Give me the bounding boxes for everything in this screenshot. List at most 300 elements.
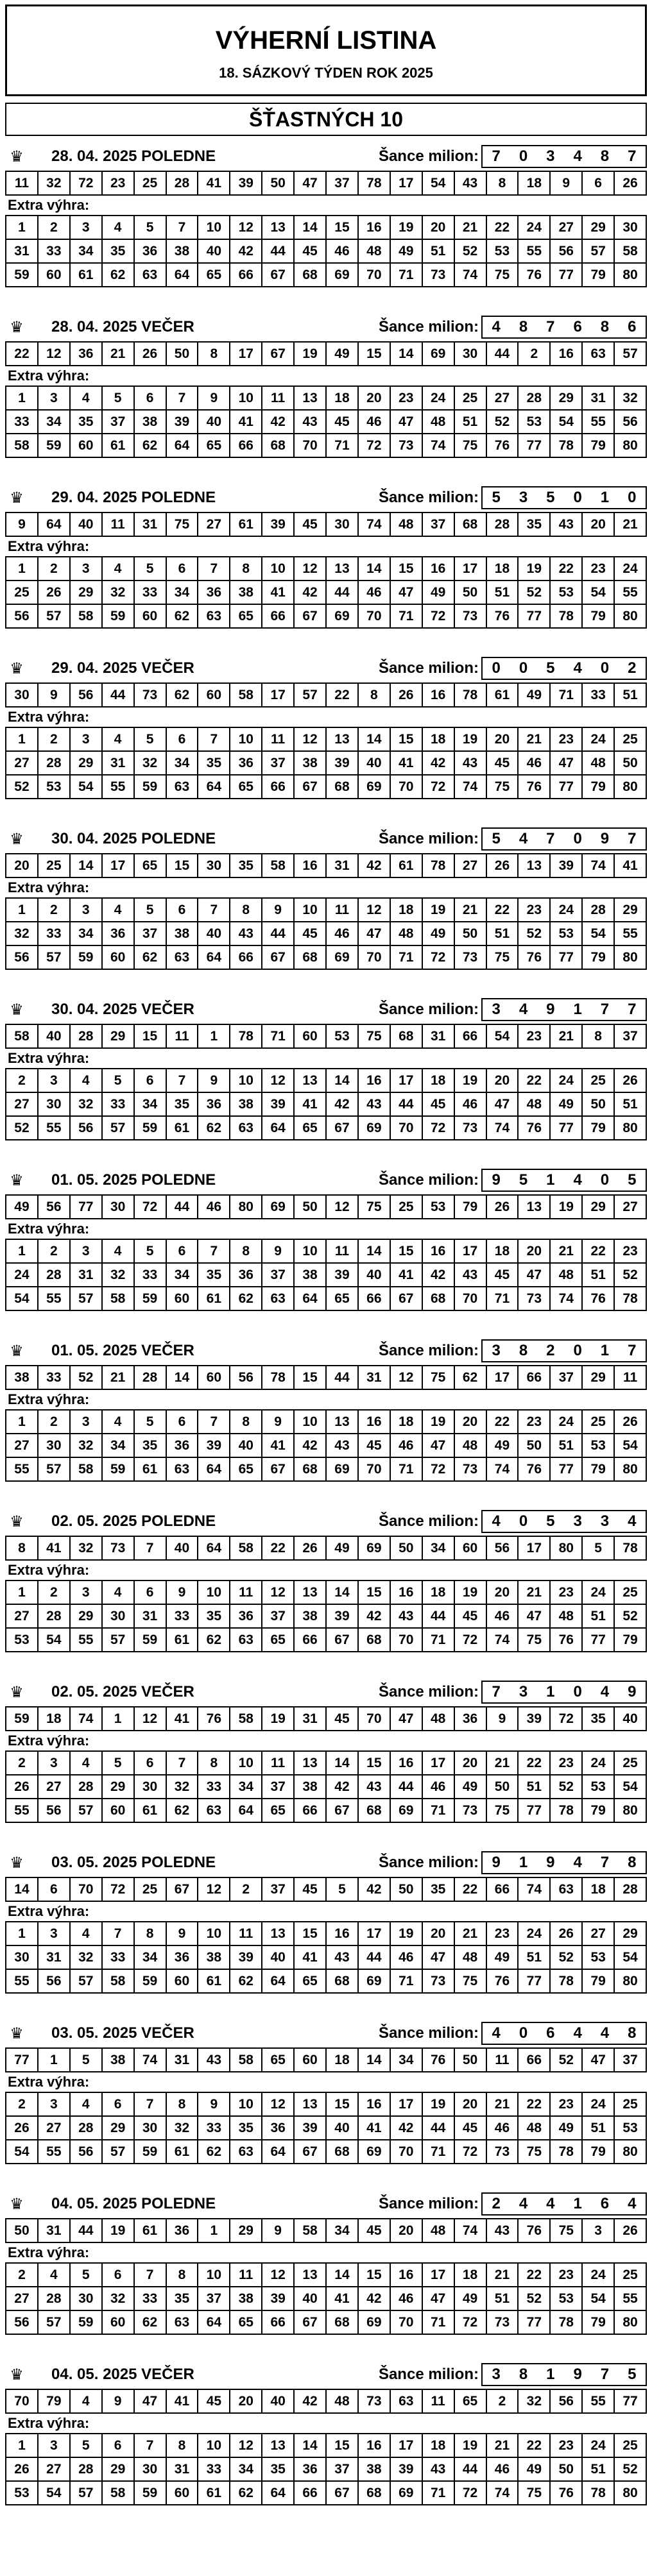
extra-number: 79 — [583, 1117, 615, 1140]
draw-section — [5, 483, 647, 629]
sance-digit: 1 — [600, 1341, 610, 1359]
extra-numbers-grid — [5, 1921, 647, 1994]
drawn-number: 73 — [359, 2390, 391, 2414]
extra-number: 69 — [391, 1799, 423, 1823]
extra-numbers-grid — [5, 1409, 647, 1482]
extra-number: 71 — [391, 605, 423, 629]
extra-vyhra-label: Extra výhra: — [8, 709, 90, 725]
extra-number: 33 — [103, 1093, 135, 1117]
extra-number: 47 — [487, 1093, 519, 1117]
extra-number: 41 — [391, 752, 423, 775]
extra-number: 64 — [198, 946, 230, 970]
drawn-number: 30 — [103, 1196, 135, 1219]
extra-number: 65 — [230, 1458, 262, 1482]
extra-number: 25 — [615, 1752, 647, 1775]
drawn-number: 43 — [551, 513, 583, 537]
extra-number: 6 — [135, 387, 167, 411]
drawn-number: 75 — [551, 2219, 583, 2243]
extra-number: 72 — [455, 2482, 487, 2505]
extra-number: 8 — [167, 2093, 199, 2117]
extra-number: 25 — [615, 2264, 647, 2287]
extra-number: 42 — [423, 752, 455, 775]
extra-number: 16 — [359, 2434, 391, 2458]
extra-number: 2 — [39, 728, 71, 752]
extra-number: 16 — [391, 1581, 423, 1605]
extra-number: 48 — [455, 1434, 487, 1458]
extra-number: 65 — [230, 605, 262, 629]
extra-number: 14 — [327, 1752, 359, 1775]
drawn-number: 14 — [6, 1878, 39, 1902]
extra-number: 35 — [198, 1264, 230, 1287]
drawn-number: 11 — [487, 2049, 519, 2072]
extra-number: 58 — [103, 1287, 135, 1311]
drawn-number: 63 — [583, 343, 615, 366]
sance-digit: 0 — [519, 1512, 528, 1530]
extra-number: 55 — [615, 2287, 647, 2311]
drawn-number: 25 — [391, 1196, 423, 1219]
extra-number: 26 — [6, 2117, 39, 2140]
extra-number: 74 — [455, 264, 487, 287]
drawn-number: 50 — [455, 2049, 487, 2072]
sance-digit: 0 — [600, 1171, 610, 1189]
extra-number: 18 — [423, 728, 455, 752]
extra-number: 24 — [583, 1581, 615, 1605]
crown-icon: ♛ — [10, 1682, 24, 1701]
drawn-number: 14 — [71, 854, 103, 878]
extra-numbers-grid — [5, 1239, 647, 1311]
extra-number: 13 — [327, 728, 359, 752]
extra-number: 31 — [6, 240, 39, 264]
extra-number: 47 — [423, 1946, 455, 1970]
drawn-number: 43 — [455, 172, 487, 196]
extra-number: 79 — [583, 264, 615, 287]
extra-number: 13 — [295, 1581, 327, 1605]
drawn-number: 29 — [230, 2219, 262, 2243]
extra-number: 49 — [487, 1434, 519, 1458]
extra-vyhra-label: Extra výhra: — [8, 2244, 90, 2260]
extra-number: 34 — [230, 1775, 262, 1799]
extra-number: 11 — [327, 899, 359, 922]
drawn-number: 66 — [455, 1025, 487, 1049]
extra-number: 35 — [103, 240, 135, 264]
extra-number: 13 — [295, 2093, 327, 2117]
extra-number: 46 — [487, 1605, 519, 1629]
extra-number: 51 — [583, 1605, 615, 1629]
extra-number: 18 — [391, 1411, 423, 1434]
drawn-number: 28 — [487, 513, 519, 537]
extra-number: 58 — [615, 240, 647, 264]
drawn-number: 69 — [423, 343, 455, 366]
drawn-number: 44 — [327, 1366, 359, 1390]
extra-number: 76 — [519, 264, 551, 287]
sance-milion-label: Šance milion: — [378, 659, 479, 677]
sance-milion-label: Šance milion: — [378, 2365, 479, 2383]
extra-number: 65 — [262, 1629, 295, 1652]
extra-number: 12 — [262, 1581, 295, 1605]
crown-icon: ♛ — [10, 1512, 24, 1530]
extra-vyhra-label: Extra výhra: — [8, 1391, 90, 1407]
extra-number: 29 — [551, 387, 583, 411]
extra-vyhra-label: Extra výhra: — [8, 1221, 90, 1237]
extra-number: 26 — [6, 1775, 39, 1799]
extra-number: 49 — [487, 1946, 519, 1970]
extra-number: 64 — [262, 1117, 295, 1140]
drawn-number: 32 — [71, 1537, 103, 1561]
drawn-number: 12 — [135, 1707, 167, 1731]
extra-number: 41 — [391, 1264, 423, 1287]
extra-number: 62 — [230, 1970, 262, 1994]
extra-number: 41 — [295, 1946, 327, 1970]
extra-number: 10 — [198, 1922, 230, 1946]
extra-number: 63 — [167, 946, 199, 970]
draw-header — [5, 1848, 647, 1877]
extra-number: 24 — [583, 728, 615, 752]
extra-number: 1 — [6, 1240, 39, 1264]
extra-number: 80 — [615, 1799, 647, 1823]
sance-milion-label: Šance milion: — [378, 2194, 479, 2212]
extra-number: 64 — [198, 1458, 230, 1482]
extra-number: 23 — [551, 2093, 583, 2117]
extra-number: 57 — [39, 605, 71, 629]
extra-number: 58 — [6, 434, 39, 458]
extra-number: 54 — [583, 581, 615, 605]
extra-number: 14 — [359, 728, 391, 752]
extra-number: 59 — [135, 1970, 167, 1994]
extra-number: 78 — [583, 2482, 615, 2505]
sance-digit: 7 — [628, 147, 637, 165]
sance-digit: 1 — [600, 488, 610, 506]
extra-number: 74 — [487, 1117, 519, 1140]
extra-number: 43 — [359, 1093, 391, 1117]
extra-number: 38 — [230, 1093, 262, 1117]
sance-milion-number — [481, 2022, 647, 2045]
sance-digit: 0 — [573, 829, 582, 847]
drawn-number: 74 — [71, 1707, 103, 1731]
drawn-number: 64 — [39, 513, 71, 537]
drawn-number: 80 — [551, 1537, 583, 1561]
drawn-number: 17 — [262, 684, 295, 708]
extra-number: 68 — [359, 2482, 391, 2505]
extra-number: 66 — [262, 775, 295, 799]
extra-number: 4 — [103, 899, 135, 922]
drawn-numbers-grid — [5, 1024, 647, 1049]
extra-number: 1 — [6, 1581, 39, 1605]
extra-number: 33 — [198, 2458, 230, 2482]
extra-number: 48 — [519, 2117, 551, 2140]
extra-number: 46 — [423, 1775, 455, 1799]
drawn-number: 20 — [6, 854, 39, 878]
extra-number: 48 — [551, 1264, 583, 1287]
extra-number: 65 — [198, 264, 230, 287]
sance-digit: 8 — [519, 2365, 528, 2383]
extra-number: 21 — [487, 2264, 519, 2287]
drawn-number: 74 — [135, 2049, 167, 2072]
sance-digit: 0 — [573, 1341, 582, 1359]
extra-number: 50 — [615, 752, 647, 775]
extra-number: 17 — [391, 2093, 423, 2117]
sance-digit: 3 — [492, 1341, 501, 1359]
extra-number: 27 — [6, 1434, 39, 1458]
extra-number: 46 — [487, 2458, 519, 2482]
extra-number: 63 — [167, 775, 199, 799]
extra-number: 46 — [359, 411, 391, 434]
drawn-number: 35 — [519, 513, 551, 537]
drawn-number: 58 — [230, 1537, 262, 1561]
extra-number: 2 — [6, 2264, 39, 2287]
sance-milion-number — [481, 2192, 647, 2216]
sance-digit: 8 — [600, 147, 610, 165]
extra-number: 79 — [583, 605, 615, 629]
extra-number: 69 — [327, 264, 359, 287]
extra-number: 69 — [359, 2140, 391, 2164]
extra-number: 80 — [615, 946, 647, 970]
extra-number: 68 — [262, 434, 295, 458]
extra-number: 59 — [39, 434, 71, 458]
extra-number: 39 — [327, 1605, 359, 1629]
extra-number: 18 — [487, 1240, 519, 1264]
sance-digit: 8 — [519, 1341, 528, 1359]
extra-number: 3 — [39, 1069, 71, 1093]
extra-number: 8 — [230, 899, 262, 922]
extra-number: 36 — [103, 922, 135, 946]
drawn-number: 45 — [359, 2219, 391, 2243]
extra-number: 42 — [327, 1775, 359, 1799]
drawn-number: 35 — [423, 1878, 455, 1902]
extra-number: 41 — [262, 1434, 295, 1458]
drawn-number: 45 — [327, 1707, 359, 1731]
extra-number: 59 — [135, 1117, 167, 1140]
drawn-number: 30 — [327, 513, 359, 537]
extra-number: 6 — [135, 1069, 167, 1093]
drawn-number: 29 — [583, 1196, 615, 1219]
draw-header — [5, 1507, 647, 1536]
extra-number: 33 — [198, 1775, 230, 1799]
extra-number: 51 — [551, 1434, 583, 1458]
drawn-number: 76 — [423, 2049, 455, 2072]
extra-number: 14 — [327, 1581, 359, 1605]
sance-digit: 0 — [573, 1682, 582, 1700]
extra-number: 77 — [519, 605, 551, 629]
sance-digit: 7 — [600, 1000, 610, 1018]
extra-number: 15 — [327, 2434, 359, 2458]
drawn-number: 20 — [391, 2219, 423, 2243]
extra-number: 30 — [39, 1434, 71, 1458]
sance-digit: 0 — [519, 659, 528, 677]
extra-number: 9 — [262, 1411, 295, 1434]
extra-number: 51 — [519, 1946, 551, 1970]
draw-header — [5, 142, 647, 171]
extra-number: 57 — [71, 1799, 103, 1823]
extra-number: 71 — [327, 434, 359, 458]
extra-number: 22 — [519, 1069, 551, 1093]
drawn-number: 50 — [262, 172, 295, 196]
extra-number: 76 — [551, 2482, 583, 2505]
extra-number: 57 — [39, 2311, 71, 2335]
extra-number: 56 — [6, 946, 39, 970]
drawn-number: 21 — [551, 1025, 583, 1049]
extra-number: 18 — [423, 1581, 455, 1605]
drawn-number: 39 — [230, 172, 262, 196]
extra-number: 31 — [103, 752, 135, 775]
extra-number: 61 — [135, 1799, 167, 1823]
sance-digit: 9 — [628, 1682, 637, 1700]
extra-vyhra-label: Extra výhra: — [8, 197, 90, 213]
extra-number: 65 — [198, 434, 230, 458]
drawn-number: 68 — [391, 1025, 423, 1049]
extra-number: 63 — [198, 605, 230, 629]
drawn-number: 50 — [295, 1196, 327, 1219]
extra-number: 29 — [71, 752, 103, 775]
drawn-number: 68 — [455, 513, 487, 537]
sance-digit: 2 — [492, 2194, 501, 2212]
extra-number: 20 — [423, 216, 455, 240]
drawn-number: 56 — [71, 684, 103, 708]
drawn-number: 56 — [39, 1196, 71, 1219]
extra-number: 74 — [423, 434, 455, 458]
extra-number: 57 — [39, 946, 71, 970]
extra-numbers-grid — [5, 2092, 647, 2164]
drawn-number: 49 — [327, 343, 359, 366]
extra-number: 6 — [103, 2264, 135, 2287]
extra-number: 44 — [327, 581, 359, 605]
drawn-numbers-grid — [5, 2389, 647, 2414]
extra-number: 71 — [423, 2311, 455, 2335]
drawn-number: 12 — [327, 1196, 359, 1219]
drawn-number: 26 — [135, 343, 167, 366]
extra-number: 53 — [615, 2117, 647, 2140]
drawn-number: 72 — [103, 1878, 135, 1902]
drawn-number: 73 — [103, 1537, 135, 1561]
drawn-number: 19 — [551, 1196, 583, 1219]
extra-number: 5 — [135, 557, 167, 581]
extra-number: 72 — [455, 2311, 487, 2335]
extra-number: 3 — [71, 216, 103, 240]
sance-milion-number — [481, 1851, 647, 1874]
drawn-number: 52 — [71, 1366, 103, 1390]
extra-number: 36 — [262, 2117, 295, 2140]
extra-number: 24 — [519, 216, 551, 240]
extra-number: 56 — [551, 240, 583, 264]
extra-number: 77 — [551, 264, 583, 287]
extra-number: 60 — [71, 434, 103, 458]
extra-number: 57 — [71, 1287, 103, 1311]
extra-number: 10 — [230, 728, 262, 752]
extra-number: 27 — [6, 1605, 39, 1629]
extra-number: 55 — [103, 775, 135, 799]
extra-number: 34 — [167, 752, 199, 775]
extra-number: 37 — [262, 1605, 295, 1629]
extra-number: 53 — [6, 2482, 39, 2505]
extra-number: 56 — [6, 605, 39, 629]
extra-number: 25 — [615, 1581, 647, 1605]
drawn-number: 72 — [71, 172, 103, 196]
extra-number: 34 — [167, 1264, 199, 1287]
extra-number: 73 — [455, 1117, 487, 1140]
extra-number: 69 — [359, 775, 391, 799]
drawn-number: 78 — [455, 684, 487, 708]
extra-number: 61 — [167, 1117, 199, 1140]
draw-title: 01. 05. 2025 VEČER — [51, 1341, 194, 1359]
extra-number: 65 — [295, 1970, 327, 1994]
drawn-number: 61 — [135, 2219, 167, 2243]
extra-number: 73 — [455, 946, 487, 970]
draw-header — [5, 312, 647, 341]
extra-number: 52 — [519, 581, 551, 605]
extra-number: 23 — [391, 387, 423, 411]
extra-number: 71 — [423, 2482, 455, 2505]
extra-number: 51 — [487, 581, 519, 605]
extra-number: 40 — [359, 1264, 391, 1287]
extra-number: 17 — [455, 1240, 487, 1264]
extra-number: 80 — [615, 775, 647, 799]
sance-digit: 0 — [600, 659, 610, 677]
extra-number: 12 — [295, 728, 327, 752]
extra-number: 15 — [359, 1581, 391, 1605]
extra-number: 79 — [583, 1970, 615, 1994]
extra-number: 24 — [519, 1922, 551, 1946]
extra-number: 21 — [551, 1240, 583, 1264]
extra-number: 80 — [615, 2311, 647, 2335]
sance-milion-label: Šance milion: — [378, 1000, 479, 1018]
extra-number: 67 — [262, 264, 295, 287]
extra-number: 70 — [359, 946, 391, 970]
draw-section — [5, 2360, 647, 2505]
extra-number: 73 — [487, 2311, 519, 2335]
extra-number: 60 — [103, 946, 135, 970]
sance-digit: 5 — [546, 488, 555, 506]
extra-number: 36 — [198, 581, 230, 605]
extra-number: 78 — [551, 434, 583, 458]
extra-number: 38 — [198, 1946, 230, 1970]
extra-number: 79 — [583, 1799, 615, 1823]
extra-number: 5 — [71, 2264, 103, 2287]
extra-number: 68 — [359, 1629, 391, 1652]
drawn-number: 2 — [519, 343, 551, 366]
extra-numbers-grid — [5, 897, 647, 970]
extra-number: 60 — [167, 1287, 199, 1311]
drawn-number: 52 — [551, 2049, 583, 2072]
drawn-number: 51 — [615, 684, 647, 708]
extra-number: 6 — [135, 1581, 167, 1605]
sance-digit: 7 — [546, 318, 555, 335]
extra-number: 1 — [6, 216, 39, 240]
drawn-number: 41 — [167, 1707, 199, 1731]
extra-number: 59 — [135, 775, 167, 799]
extra-number: 38 — [295, 1605, 327, 1629]
extra-number: 35 — [71, 411, 103, 434]
extra-number: 80 — [615, 1458, 647, 1482]
draw-section — [5, 142, 647, 287]
extra-number: 3 — [71, 557, 103, 581]
extra-numbers-grid — [5, 1580, 647, 1652]
extra-number: 59 — [103, 1458, 135, 1482]
drawn-number: 26 — [487, 1196, 519, 1219]
extra-number: 59 — [71, 946, 103, 970]
extra-number: 14 — [295, 2434, 327, 2458]
extra-number: 41 — [359, 2117, 391, 2140]
extra-number: 27 — [39, 2458, 71, 2482]
extra-number: 6 — [103, 2093, 135, 2117]
drawn-number: 79 — [455, 1196, 487, 1219]
extra-numbers-grid — [5, 556, 647, 629]
extra-number: 3 — [39, 1752, 71, 1775]
extra-number: 64 — [295, 1287, 327, 1311]
extra-number: 53 — [487, 240, 519, 264]
extra-number: 10 — [198, 1581, 230, 1605]
draw-section — [5, 2189, 647, 2335]
extra-number: 78 — [615, 1287, 647, 1311]
extra-number: 59 — [135, 1629, 167, 1652]
